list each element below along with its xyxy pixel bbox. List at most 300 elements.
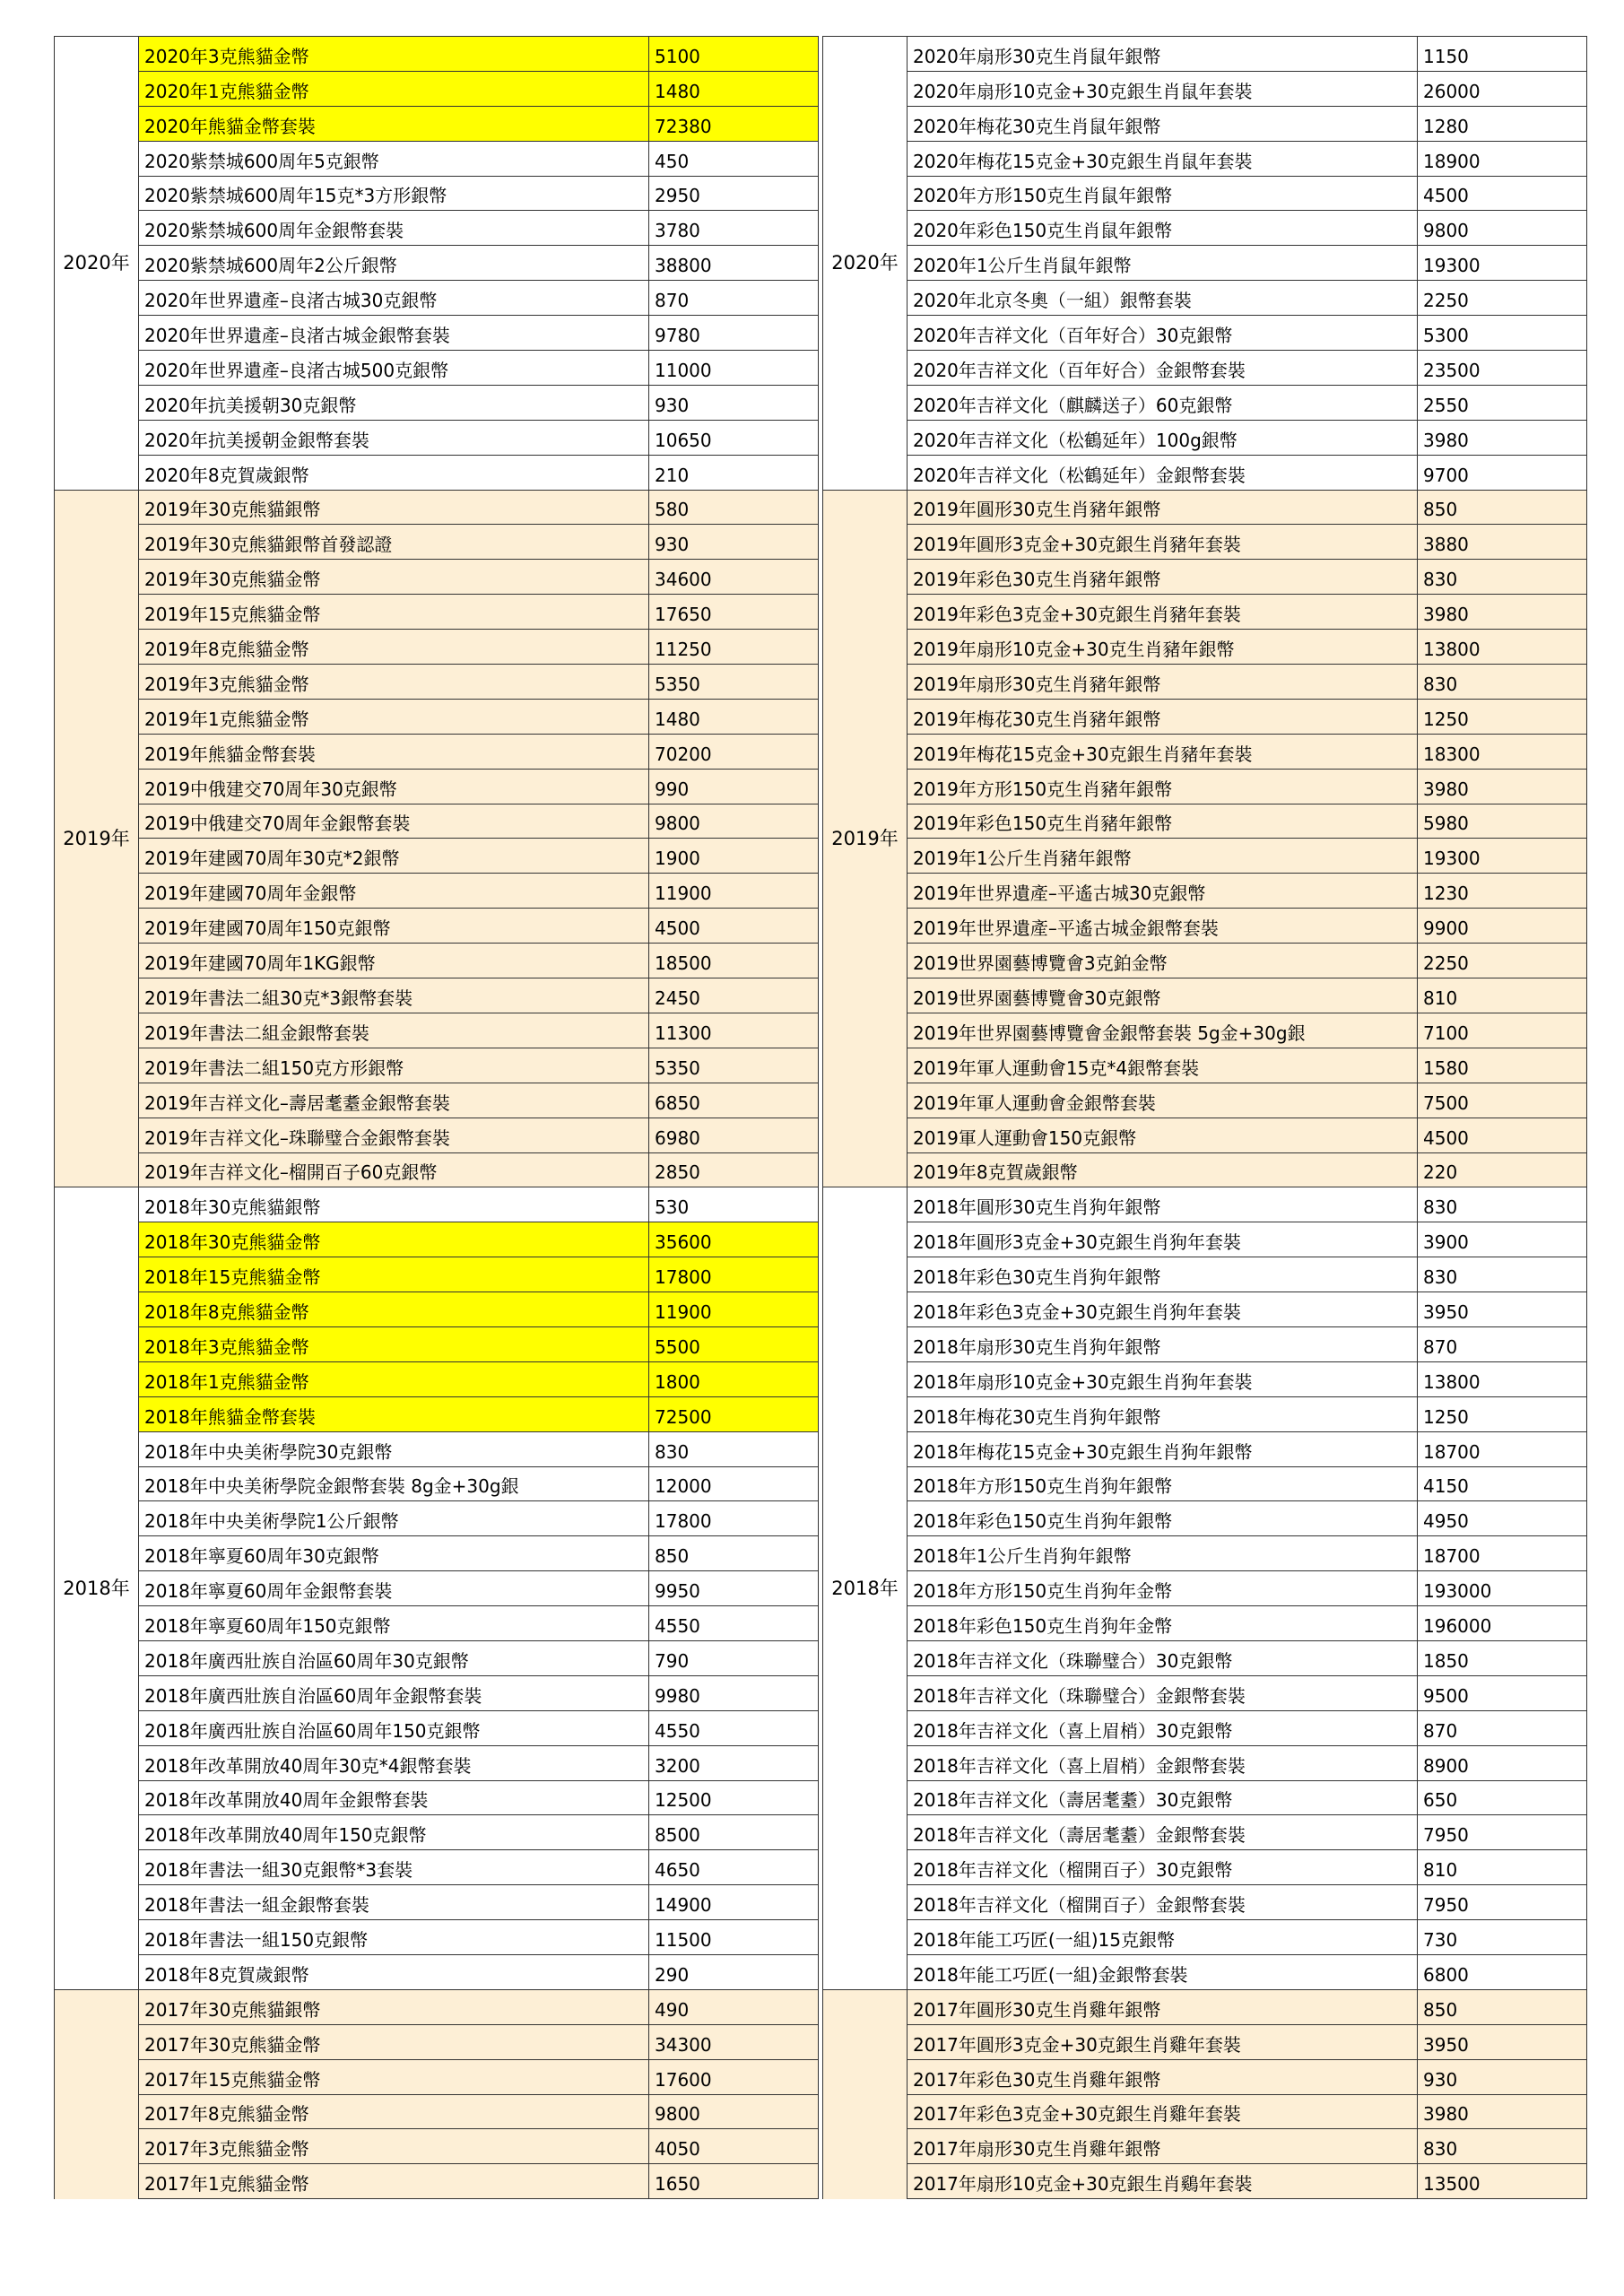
coin-name: 2018年吉祥文化（榴開百子）金銀幣套裝 [908,1885,1418,1920]
coin-price: 3980 [1418,595,1587,630]
coin-name: 2019年世界遺產–平遙古城30克銀幣 [908,874,1418,909]
coin-price: 11300 [649,1013,819,1048]
coin-name: 2019年軍人運動會15克*4銀幣套裝 [908,1048,1418,1083]
table-row [823,71,1587,106]
coin-name: 2019年3克熊貓金幣 [139,665,649,700]
table-row [55,595,819,630]
table-row [55,1326,819,1361]
coin-name: 2019年建國70周年金銀幣 [139,874,649,909]
table-row [55,978,819,1013]
table-row [55,1745,819,1780]
table-row [823,1606,1587,1641]
table-row [823,455,1587,490]
coin-price: 9700 [1418,455,1587,490]
table-row [823,769,1587,804]
coin-name: 2020紫禁城600周年5克銀幣 [139,141,649,176]
coin-name: 2019年梅花30克生肖豬年銀幣 [908,699,1418,734]
table-row [55,1536,819,1571]
coin-price: 5300 [1418,316,1587,351]
coin-price: 3980 [1418,2094,1587,2129]
coin-price: 10650 [649,420,819,455]
table-row [55,1396,819,1431]
table-row [823,1257,1587,1292]
table-row [823,1326,1587,1361]
year-label: 2020年 [823,37,908,491]
coin-price: 72380 [649,106,819,141]
table-row [823,909,1587,944]
left-price-table [54,36,819,2199]
coin-price: 9980 [649,1675,819,1710]
coin-name: 2017年3克熊貓金幣 [139,2129,649,2164]
coin-name: 2017年8克熊貓金幣 [139,2094,649,2129]
coin-name: 2018年寧夏60周年30克銀幣 [139,1536,649,1571]
coin-price: 9900 [1418,909,1587,944]
table-row [55,1640,819,1675]
coin-price: 19300 [1418,246,1587,281]
coin-price: 990 [649,769,819,804]
table-row [823,874,1587,909]
coin-name: 2018年寧夏60周年150克銀幣 [139,1606,649,1641]
table-row [55,176,819,211]
table-row [823,490,1587,525]
coin-price: 220 [1418,1152,1587,1187]
coin-price: 26000 [1418,71,1587,106]
coin-price: 210 [649,455,819,490]
table-row [55,1292,819,1327]
coin-name: 2019年建國70周年150克銀幣 [139,909,649,944]
coin-price: 790 [649,1640,819,1675]
coin-name: 2020年抗美援朝30克銀幣 [139,385,649,420]
table-row [823,1745,1587,1780]
table-row [823,1885,1587,1920]
coin-price: 290 [649,1954,819,1989]
coin-price: 18900 [1418,141,1587,176]
coin-name: 2020年世界遺產–良渚古城500克銀幣 [139,351,649,386]
table-row [55,1780,819,1815]
coin-name: 2018年彩色150克生肖狗年金幣 [908,1606,1418,1641]
coin-name: 2020紫禁城600周年金銀幣套裝 [139,211,649,246]
coin-price: 810 [1418,1850,1587,1885]
coin-price: 5100 [649,37,819,72]
table-row [55,1152,819,1187]
coin-price: 11500 [649,1920,819,1955]
coin-name: 2019年吉祥文化–壽居耄耋金銀幣套裝 [139,1083,649,1118]
coin-price: 2550 [1418,385,1587,420]
coin-name: 2019中俄建交70周年金銀幣套裝 [139,804,649,839]
table-row [55,874,819,909]
coin-price: 830 [1418,560,1587,595]
coin-price: 8500 [649,1815,819,1850]
coin-name: 2020紫禁城600周年15克*3方形銀幣 [139,176,649,211]
coin-name: 2018年30克熊貓金幣 [139,1222,649,1257]
table-row [823,281,1587,316]
coin-name: 2019年方形150克生肖豬年銀幣 [908,769,1418,804]
table-row [55,420,819,455]
table-row [823,1187,1587,1222]
coin-price: 17800 [649,1257,819,1292]
coin-name: 2018年廣西壯族自治區60周年30克銀幣 [139,1640,649,1675]
table-row [823,699,1587,734]
table-row [823,1815,1587,1850]
coin-name: 2019年彩色150克生肖豬年銀幣 [908,804,1418,839]
coin-name: 2019年1克熊貓金幣 [139,699,649,734]
coin-name: 2019年扇形10克金+30克生肖豬年銀幣 [908,630,1418,665]
coin-price: 11900 [649,1292,819,1327]
coin-name: 2019年15克熊貓金幣 [139,595,649,630]
coin-name: 2019年圓形30克生肖豬年銀幣 [908,490,1418,525]
coin-name: 2020年吉祥文化（松鶴延年）金銀幣套裝 [908,455,1418,490]
table-row [823,385,1587,420]
coin-price: 850 [649,1536,819,1571]
coin-price: 18700 [1418,1431,1587,1466]
coin-price: 12000 [649,1466,819,1501]
table-row [55,1431,819,1466]
table-row [823,351,1587,386]
coin-price: 490 [649,1989,819,2024]
coin-name: 2018年能工巧匠(一組)15克銀幣 [908,1920,1418,1955]
coin-name: 2019中俄建交70周年30克銀幣 [139,769,649,804]
table-row [55,351,819,386]
coin-name: 2020年梅花30克生肖鼠年銀幣 [908,106,1418,141]
year-label: 2020年 [55,37,139,491]
table-row [823,1083,1587,1118]
coin-price: 9780 [649,316,819,351]
coin-name: 2019年梅花15克金+30克銀生肖豬年套裝 [908,734,1418,769]
coin-name: 2018年3克熊貓金幣 [139,1326,649,1361]
coin-name: 2018年能工巧匠(一組)金銀幣套裝 [908,1954,1418,1989]
table-row [55,2024,819,2059]
coin-name: 2019年書法二組150克方形銀幣 [139,1048,649,1083]
table-row [823,944,1587,978]
table-row [823,141,1587,176]
coin-name: 2018年書法一組150克銀幣 [139,1920,649,1955]
table-row [55,1675,819,1710]
table-row [823,1222,1587,1257]
table-row [823,1675,1587,1710]
table-row [55,1571,819,1606]
table-row [823,316,1587,351]
coin-name: 2020年梅花15克金+30克銀生肖鼠年套裝 [908,141,1418,176]
coin-price: 13800 [1418,630,1587,665]
table-row [823,1013,1587,1048]
coin-price: 17600 [649,2059,819,2094]
table-row [55,1466,819,1501]
coin-price: 830 [1418,665,1587,700]
table-row [823,1396,1587,1431]
table-row [55,1920,819,1955]
coin-name: 2018年書法一組金銀幣套裝 [139,1885,649,1920]
table-row [55,490,819,525]
coin-price: 3200 [649,1745,819,1780]
table-row [55,455,819,490]
table-row [55,1606,819,1641]
coin-name: 2020年抗美援朝金銀幣套裝 [139,420,649,455]
table-row [55,2164,819,2199]
coin-name: 2019年彩色3克金+30克銀生肖豬年套裝 [908,595,1418,630]
coin-name: 2017年扇形30克生肖雞年銀幣 [908,2129,1418,2164]
table-row [55,1083,819,1118]
table-row [55,1954,819,1989]
table-row [55,560,819,595]
coin-price: 1250 [1418,1396,1587,1431]
coin-price: 5350 [649,1048,819,1083]
coin-price: 11000 [649,351,819,386]
coin-price: 1650 [649,2164,819,2199]
table-row [823,420,1587,455]
coin-price: 650 [1418,1780,1587,1815]
coin-name: 2020年1克熊貓金幣 [139,71,649,106]
coin-price: 7950 [1418,1815,1587,1850]
coin-price: 5350 [649,665,819,700]
table-row [55,525,819,560]
coin-price: 17800 [649,1501,819,1536]
table-row [823,734,1587,769]
coin-price: 7950 [1418,1885,1587,1920]
coin-name: 2018年中央美術學院金銀幣套裝 8g金+30g銀 [139,1466,649,1501]
coin-name: 2018年彩色30克生肖狗年銀幣 [908,1257,1418,1292]
coin-price: 9800 [649,804,819,839]
coin-price: 870 [1418,1710,1587,1745]
table-row [823,176,1587,211]
coin-price: 830 [649,1431,819,1466]
coin-price: 11900 [649,874,819,909]
coin-name: 2020年彩色150克生肖鼠年銀幣 [908,211,1418,246]
table-row [55,1361,819,1396]
table-row [55,1815,819,1850]
table-row [55,839,819,874]
coin-name: 2020年北京冬奧（一組）銀幣套裝 [908,281,1418,316]
coin-name: 2019世界園藝博覽會30克銀幣 [908,978,1418,1013]
table-row [55,734,819,769]
coin-name: 2019年建國70周年1KG銀幣 [139,944,649,978]
table-row [823,2059,1587,2094]
coin-name: 2018年圓形3克金+30克銀生肖狗年套裝 [908,1222,1418,1257]
coin-price: 4950 [1418,1501,1587,1536]
coin-price: 730 [1418,1920,1587,1955]
table-row [823,1361,1587,1396]
coin-name: 2018年扇形10克金+30克銀生肖狗年套裝 [908,1361,1418,1396]
coin-name: 2020年方形150克生肖鼠年銀幣 [908,176,1418,211]
table-row [55,909,819,944]
table-row [823,1292,1587,1327]
coin-price: 1900 [649,839,819,874]
coin-name: 2017年圓形3克金+30克銀生肖雞年套裝 [908,2024,1418,2059]
table-row [823,665,1587,700]
coin-name: 2019世界園藝博覽會3克鉑金幣 [908,944,1418,978]
coin-price: 193000 [1418,1571,1587,1606]
table-row [55,71,819,106]
coin-name: 2019年30克熊貓銀幣首發認證 [139,525,649,560]
coin-name: 2020年吉祥文化（麒麟送子）60克銀幣 [908,385,1418,420]
coin-price: 9500 [1418,1675,1587,1710]
coin-price: 2250 [1418,281,1587,316]
coin-name: 2018年中央美術學院1公斤銀幣 [139,1501,649,1536]
coin-price: 870 [649,281,819,316]
coin-price: 13500 [1418,2164,1587,2199]
table-row [823,37,1587,72]
coin-price: 4500 [649,909,819,944]
coin-price: 3900 [1418,1222,1587,1257]
table-row [55,385,819,420]
table-row [55,665,819,700]
coin-name: 2018年吉祥文化（喜上眉梢）30克銀幣 [908,1710,1418,1745]
coin-name: 2017年扇形10克金+30克銀生肖鷄年套裝 [908,2164,1418,2199]
coin-price: 850 [1418,490,1587,525]
year-label: 2018年 [55,1187,139,1989]
coin-name: 2018年圓形30克生肖狗年銀幣 [908,1187,1418,1222]
coin-name: 2020年吉祥文化（百年好合）30克銀幣 [908,316,1418,351]
table-row [823,1501,1587,1536]
table-row [55,141,819,176]
coin-price: 9800 [649,2094,819,2129]
table-row [55,1710,819,1745]
table-row [823,1989,1587,2024]
coin-name: 2019軍人運動會150克銀幣 [908,1118,1418,1152]
coin-name: 2017年30克熊貓銀幣 [139,1989,649,2024]
coin-name: 2017年1克熊貓金幣 [139,2164,649,2199]
coin-name: 2020年1公斤生肖鼠年銀幣 [908,246,1418,281]
coin-price: 1580 [1418,1048,1587,1083]
coin-price: 3950 [1418,1292,1587,1327]
table-row [823,1466,1587,1501]
coin-price: 4650 [649,1850,819,1885]
coin-price: 4500 [1418,176,1587,211]
coin-price: 830 [1418,2129,1587,2164]
table-row [823,1431,1587,1466]
coin-name: 2018年扇形30克生肖狗年銀幣 [908,1326,1418,1361]
coin-name: 2019年扇形30克生肖豬年銀幣 [908,665,1418,700]
coin-name: 2018年改革開放40周年金銀幣套裝 [139,1780,649,1815]
coin-price: 34300 [649,2024,819,2059]
coin-name: 2020紫禁城600周年2公斤銀幣 [139,246,649,281]
coin-name: 2019年1公斤生肖豬年銀幣 [908,839,1418,874]
coin-name: 2018年熊貓金幣套裝 [139,1396,649,1431]
table-row [55,316,819,351]
year-label: 2018年 [823,1187,908,1989]
coin-price: 18300 [1418,734,1587,769]
coin-price: 4500 [1418,1118,1587,1152]
coin-price: 7500 [1418,1083,1587,1118]
table-row [55,2129,819,2164]
coin-name: 2018年書法一組30克銀幣*3套裝 [139,1850,649,1885]
coin-price: 1230 [1418,874,1587,909]
coin-name: 2019年30克熊貓金幣 [139,560,649,595]
coin-name: 2018年8克賀歲銀幣 [139,1954,649,1989]
coin-price: 70200 [649,734,819,769]
coin-price: 196000 [1418,1606,1587,1641]
coin-price: 4150 [1418,1466,1587,1501]
table-row [55,1501,819,1536]
coin-price: 14900 [649,1885,819,1920]
table-row [55,1118,819,1152]
coin-name: 2019年圓形3克金+30克銀生肖豬年套裝 [908,525,1418,560]
coin-price: 930 [649,525,819,560]
coin-price: 9800 [1418,211,1587,246]
table-row [55,281,819,316]
table-row [823,1640,1587,1675]
table-row [823,211,1587,246]
table-row [823,246,1587,281]
coin-price: 3880 [1418,525,1587,560]
coin-name: 2018年吉祥文化（壽居耄耋）30克銀幣 [908,1780,1418,1815]
coin-price: 6980 [649,1118,819,1152]
coin-price: 18700 [1418,1536,1587,1571]
table-row [823,1048,1587,1083]
coin-price: 810 [1418,978,1587,1013]
coin-price: 850 [1418,1989,1587,2024]
coin-price: 530 [649,1187,819,1222]
coin-price: 17650 [649,595,819,630]
table-row [55,1850,819,1885]
table-row [55,1257,819,1292]
coin-price: 450 [649,141,819,176]
coin-price: 13800 [1418,1361,1587,1396]
coin-name: 2018年廣西壯族自治區60周年金銀幣套裝 [139,1675,649,1710]
coin-price: 4550 [649,1710,819,1745]
table-row [55,769,819,804]
coin-name: 2018年吉祥文化（珠聯璧合）30克銀幣 [908,1640,1418,1675]
coin-name: 2020年吉祥文化（松鶴延年）100g銀幣 [908,420,1418,455]
table-row [55,1222,819,1257]
table-row [823,1152,1587,1187]
table-row [823,1118,1587,1152]
coin-price: 580 [649,490,819,525]
coin-name: 2019年軍人運動會金銀幣套裝 [908,1083,1418,1118]
table-row [55,1048,819,1083]
coin-price: 6800 [1418,1954,1587,1989]
table-row [823,1850,1587,1885]
coin-name: 2017年圓形30克生肖雞年銀幣 [908,1989,1418,2024]
table-row [55,246,819,281]
coin-price: 870 [1418,1326,1587,1361]
table-row [55,699,819,734]
coin-name: 2018年吉祥文化（珠聯璧合）金銀幣套裝 [908,1675,1418,1710]
coin-price: 3950 [1418,2024,1587,2059]
coin-name: 2018年中央美術學院30克銀幣 [139,1431,649,1466]
year-label: 2019年 [55,490,139,1187]
year-label [55,1989,139,2198]
coin-name: 2018年改革開放40周年150克銀幣 [139,1815,649,1850]
coin-price: 2950 [649,176,819,211]
coin-name: 2019年彩色30克生肖豬年銀幣 [908,560,1418,595]
coin-name: 2020年吉祥文化（百年好合）金銀幣套裝 [908,351,1418,386]
table-row [55,1013,819,1048]
coin-price: 1480 [649,71,819,106]
coin-name: 2020年世界遺產–良渚古城金銀幣套裝 [139,316,649,351]
coin-price: 38800 [649,246,819,281]
coin-name: 2018年吉祥文化（榴開百子）30克銀幣 [908,1850,1418,1885]
coin-name: 2019年世界遺產–平遙古城金銀幣套裝 [908,909,1418,944]
coin-price: 1850 [1418,1640,1587,1675]
coin-price: 1250 [1418,699,1587,734]
table-row [823,2164,1587,2199]
coin-price: 8900 [1418,1745,1587,1780]
coin-name: 2019年8克熊貓金幣 [139,630,649,665]
table-row [55,1989,819,2024]
table-row [823,560,1587,595]
coin-name: 2020年扇形10克金+30克銀生肖鼠年套裝 [908,71,1418,106]
coin-price: 12500 [649,1780,819,1815]
table-row [55,1187,819,1222]
table-row [55,1885,819,1920]
coin-price: 6850 [649,1083,819,1118]
table-row [823,2129,1587,2164]
coin-name: 2019年8克賀歲銀幣 [908,1152,1418,1187]
coin-price: 930 [1418,2059,1587,2094]
coin-name: 2020年扇形30克生肖鼠年銀幣 [908,37,1418,72]
coin-price: 2450 [649,978,819,1013]
coin-price: 4050 [649,2129,819,2164]
